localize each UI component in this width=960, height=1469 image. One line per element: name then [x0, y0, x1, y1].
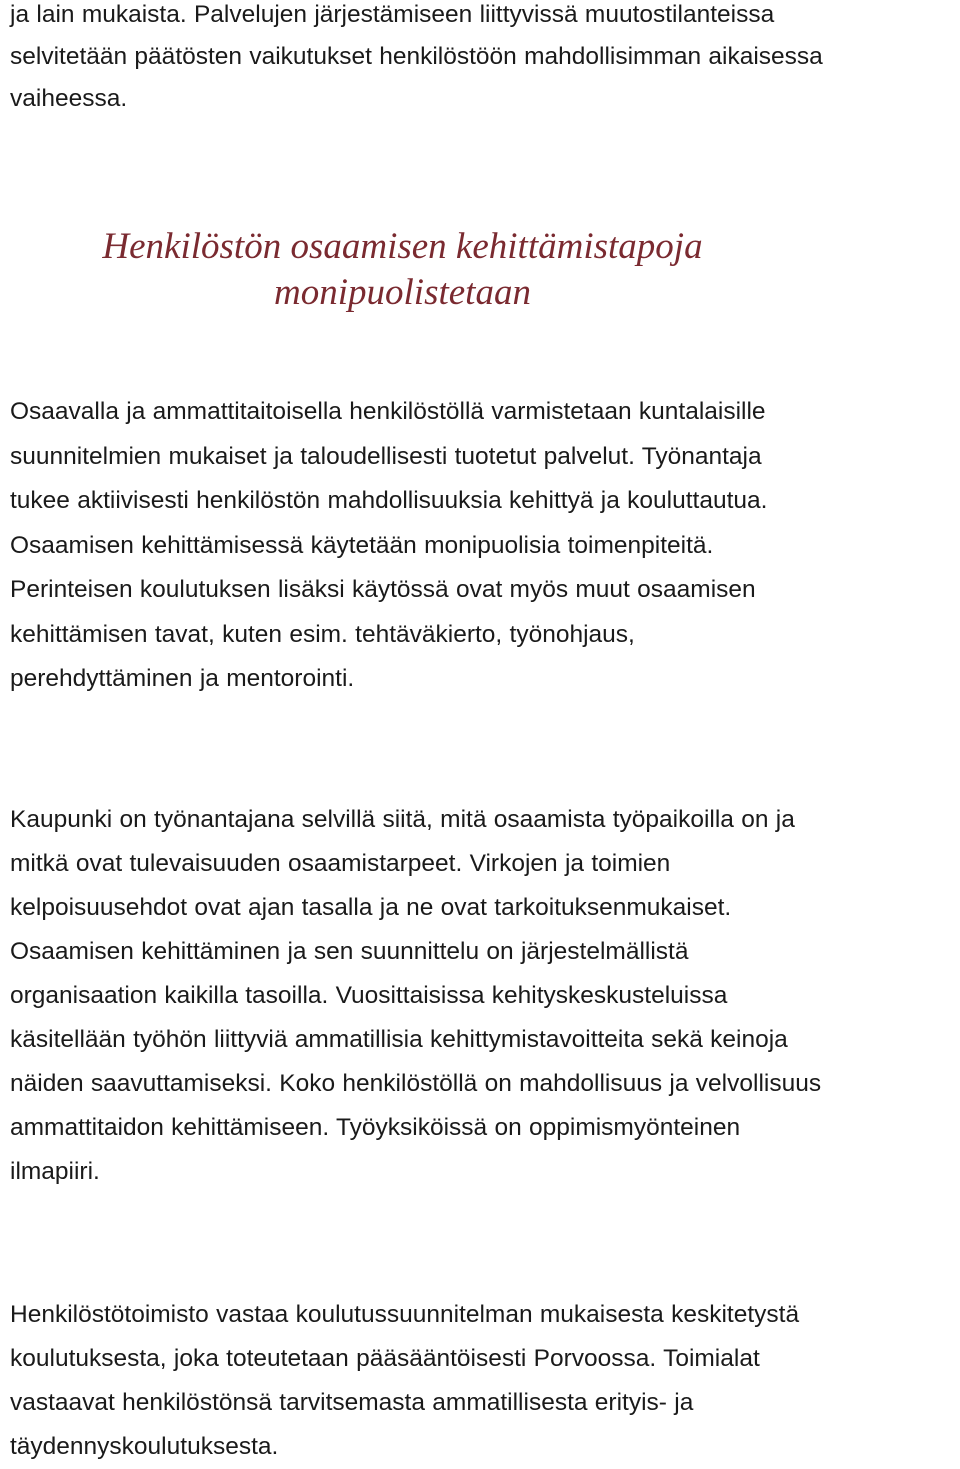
section-heading [0, 224, 805, 316]
text-line: Osaamisen kehittäminen ja sen suunnittelu on järjestelmällistä [10, 938, 689, 965]
body-paragraph-employer [10, 798, 945, 1194]
body-paragraph-competence [10, 390, 945, 702]
intro-paragraph [10, 0, 945, 120]
text-line: ja lain mukaista. Palvelujen järjestämiseen liittyvissä muutostilanteissa [10, 1, 775, 28]
text-line: Osaavalla ja ammattitaitoisella henkilöstöllä varmistetaan kuntalaisille [10, 398, 766, 425]
text-line: perehdyttäminen ja mentorointi. [10, 665, 355, 692]
text-line: Kaupunki on työnantajana selvillä siitä, mitä osaamista työpaikoilla on ja [10, 806, 795, 833]
text-line: suunnitelmien mukaiset ja taloudellisesti tuotetut palvelut. Työnantaja [10, 442, 762, 470]
text-line: Henkilöstötoimisto vastaa koulutussuunnitelman mukaisesta keskitetystä [10, 1301, 800, 1328]
text-line: kehittämisen tavat, kuten esim. tehtäväkierto, työnohjaus, [10, 620, 635, 648]
text-line: Osaamisen kehittämisessä käytetään monipuolisia toimenpiteitä. [10, 531, 714, 559]
text-line: mitkä ovat tulevaisuuden osaamistarpeet. Virkojen ja toimien [10, 850, 671, 877]
text-line: tukee aktiivisesti henkilöstön mahdollisuuksia kehittyä ja kouluttautua. [10, 487, 768, 514]
text-line: organisaation kaikilla tasoilla. Vuosittaisissa kehityskeskusteluissa [10, 982, 728, 1009]
text-line: ammattitaidon kehittämiseen. Työyksiköissä on oppimismyönteinen [10, 1114, 741, 1141]
text-line: täydennyskoulutuksesta. [10, 1433, 279, 1460]
text-line: koulutuksesta, joka toteutetaan pääsääntöisesti Porvoossa. Toimialat [10, 1345, 760, 1372]
body-paragraph-training [10, 1293, 945, 1469]
text-line: käsitellään työhön liittyviä ammatillisia kehittymistavoitteita sekä keinoja [10, 1026, 788, 1053]
text-line: selvitetään päätösten vaikutukset henkilöstöön mahdollisimman aikaisessa [10, 43, 823, 70]
text-line: vastaavat henkilöstönsä tarvitsemasta ammatillisesta erityis- ja [10, 1389, 694, 1416]
text-line: kelpoisuusehdot ovat ajan tasalla ja ne ovat tarkoituksenmukaiset. [10, 894, 732, 921]
heading-line: Henkilöstön osaamisen kehittämistapoja [102, 226, 703, 267]
text-line: Perinteisen koulutuksen lisäksi käytössä ovat myös muut osaamisen [10, 576, 756, 603]
text-line: vaiheessa. [10, 85, 128, 112]
text-line: ilmapiiri. [10, 1158, 100, 1185]
heading-line: monipuolistetaan [274, 272, 531, 313]
text-line: näiden saavuttamiseksi. Koko henkilöstöllä on mahdollisuus ja velvollisuus [10, 1070, 822, 1097]
